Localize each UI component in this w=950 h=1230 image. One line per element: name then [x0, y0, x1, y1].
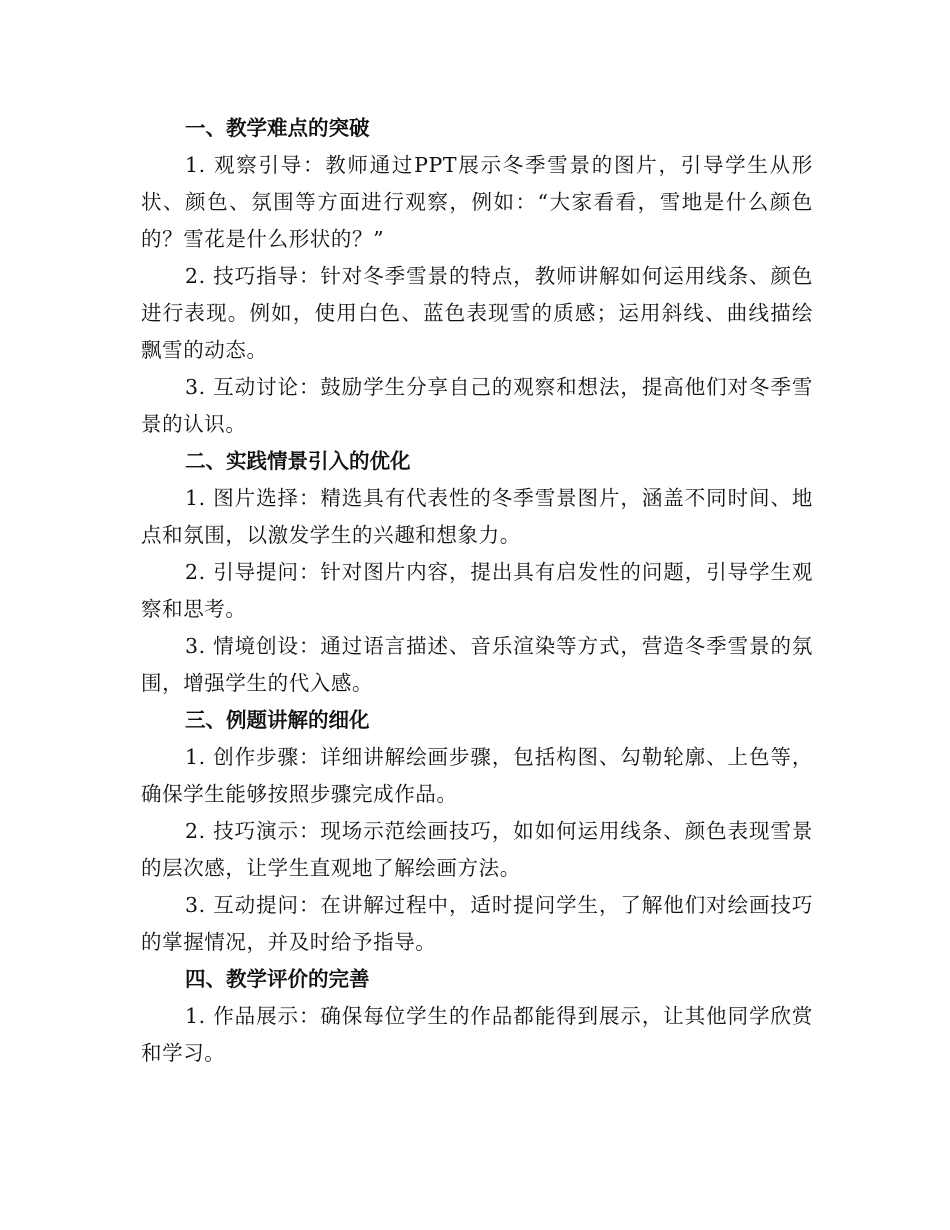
paragraph: 1. 图片选择：精选具有代表性的冬季雪景图片，涵盖不同时间、地点和氛围，以激发学生的兴趣和想象力。 [141, 486, 813, 547]
paragraph: 3. 互动提问：在讲解过程中，适时提问学生，了解他们对绘画技巧的掌握情况，并及时给予指导。 [141, 893, 813, 954]
paragraph: 1. 观察引导：教师通过PPT展示冬季雪景的图片，引导学生从形状、颜色、氛围等方面进行观察，例如：“大家看看，雪地是什么颜色的？雪花是什么形状的？” [141, 153, 813, 251]
document-body [141, 110, 813, 1072]
paragraph: 3. 情境创设：通过语言描述、音乐渲染等方式，营造冬季雪景的氛围，增强学生的代入感。 [141, 634, 813, 695]
paragraph: 1. 创作步骤：详细讲解绘画步骤，包括构图、勾勒轮廓、上色等，确保学生能够按照步骤完成作品。 [141, 745, 813, 806]
paragraph: 2. 引导提问：针对图片内容，提出具有启发性的问题，引导学生观察和思考。 [141, 560, 813, 621]
section-heading: 四、教学评价的完善 [185, 967, 370, 991]
section-2 [141, 443, 813, 702]
section-3 [141, 702, 813, 961]
section-heading: 二、实践情景引入的优化 [185, 449, 411, 473]
paragraph: 2. 技巧指导：针对冬季雪景的特点，教师讲解如何运用线条、颜色进行表现。例如，使用白色、蓝色表现雪的质感；运用斜线、曲线描绘飘雪的动态。 [141, 264, 813, 362]
paragraph: 1. 作品展示：确保每位学生的作品都能得到展示，让其他同学欣赏和学习。 [141, 1004, 813, 1065]
section-heading: 一、教学难点的突破 [185, 116, 370, 140]
paragraph: 2. 技巧演示：现场示范绘画技巧，如如何运用线条、颜色表现雪景的层次感，让学生直观地了解绘画方法。 [141, 819, 813, 880]
paragraph: 3. 互动讨论：鼓励学生分享自己的观察和想法，提高他们对冬季雪景的认识。 [141, 375, 813, 436]
section-1 [141, 110, 813, 443]
section-4 [141, 961, 813, 1072]
section-heading: 三、例题讲解的细化 [185, 708, 370, 732]
